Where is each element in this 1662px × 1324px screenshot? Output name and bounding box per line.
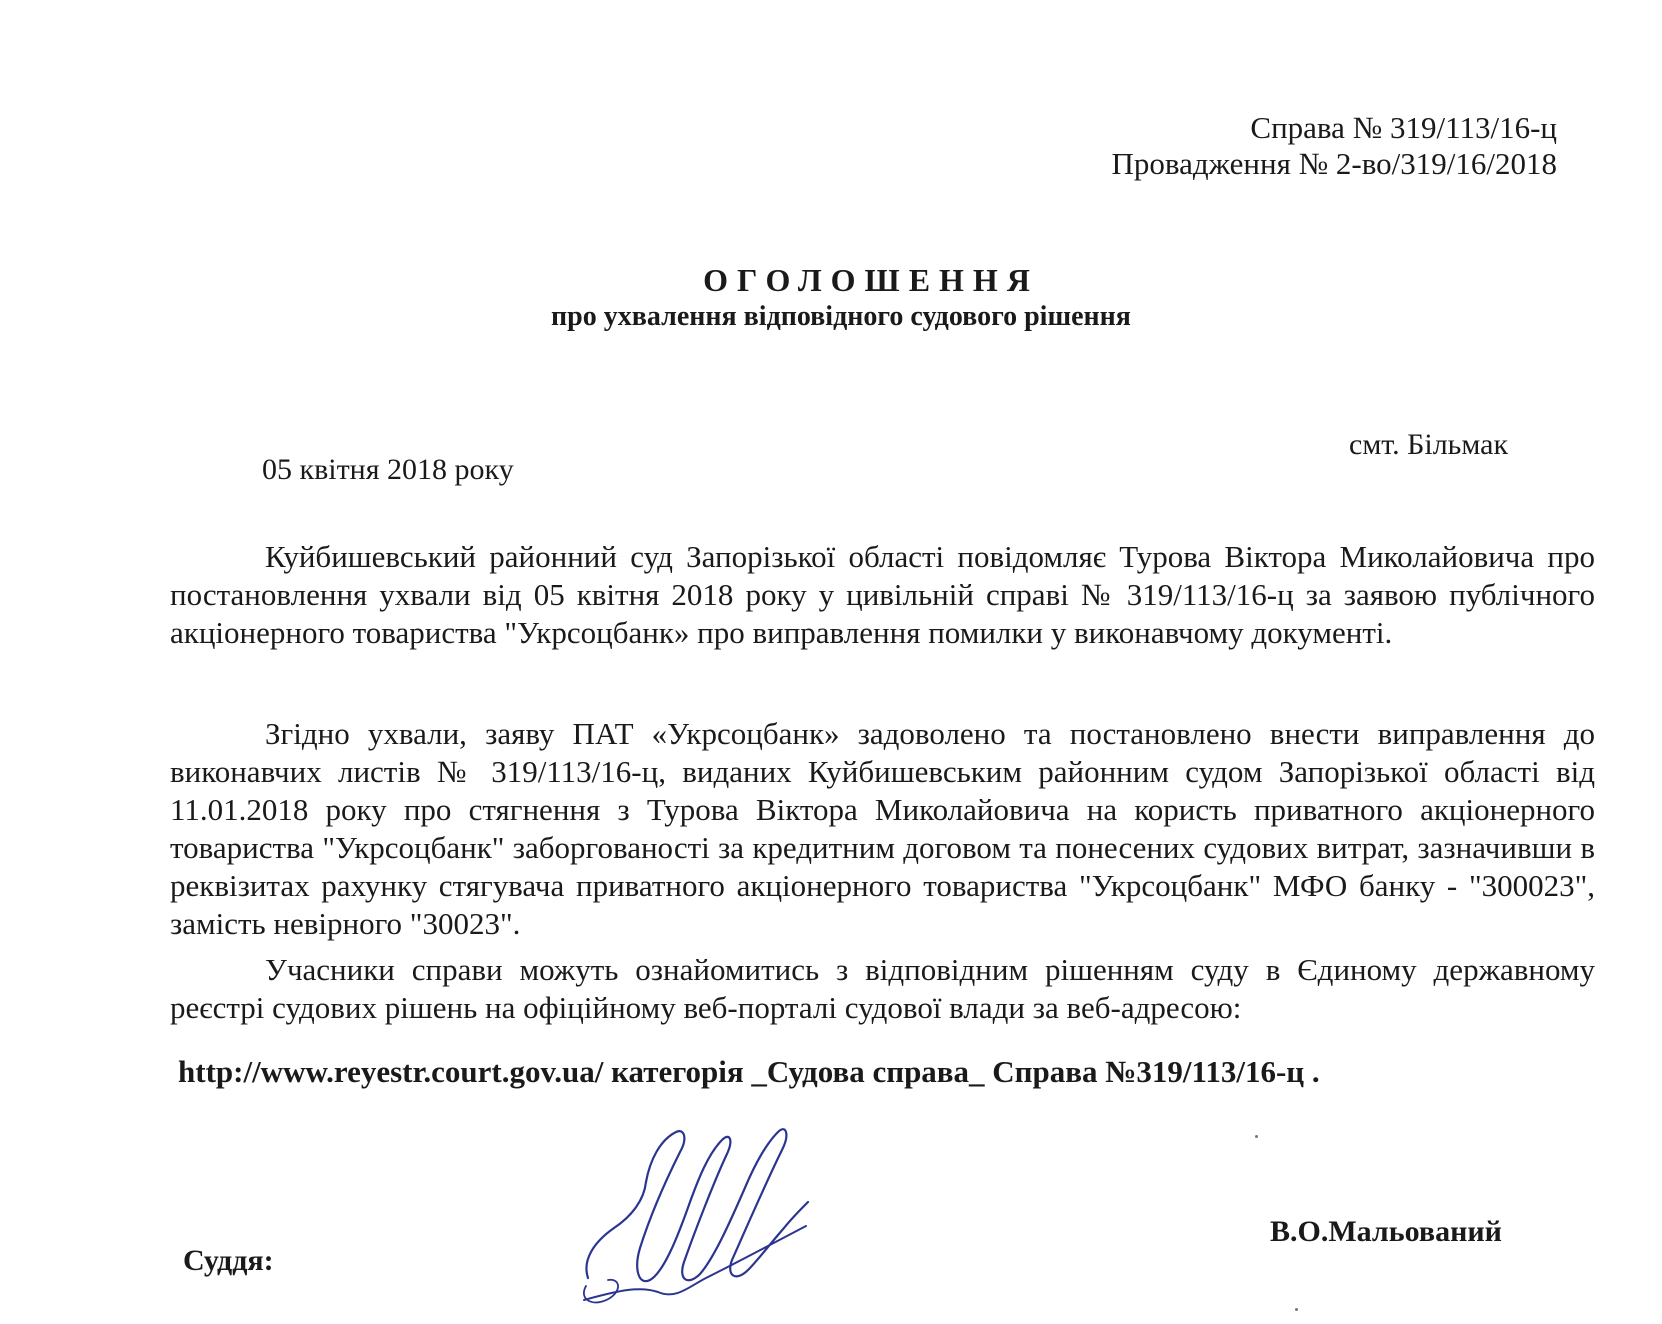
case-number: Справа № 319/113/16-ц xyxy=(1250,110,1557,145)
body-paragraph-2 xyxy=(170,715,1595,943)
paragraph-text: Згідно ухвали, заяву ПАТ «Укрсоцбанк» задоволено та постановлено внести виправлення до виконавчих листів № 319/113/16-ц, виданих Куйбишевським районним судом Запорізької області від 11.01.2018 року про стягнення з Турова Віктора Миколайовича на користь приватного акціонерного товариства "Укрсоцбанк" заборгованості за кредитним договом та понесених судових витрат, зазначивши в реквізитах рахунку стягувача приватного акціонерного товариства "Укрсоцбанк" МФО банку - "300023", замість невірного "30023". xyxy=(170,716,1595,941)
body-paragraph-3 xyxy=(170,951,1595,1027)
paragraph-text: Учасники справи можуть ознайомитись з відповідним рішенням суду в Єдиному державному реєстрі судових рішень на офіційному веб-порталі судової влади за веб-адресою: xyxy=(170,952,1595,1025)
judge-label: Суддя: xyxy=(183,1244,274,1277)
document-place: смт. Більмак xyxy=(1349,428,1509,461)
document-date: 05 квітня 2018 року xyxy=(262,453,514,486)
signature-stroke xyxy=(586,1129,808,1281)
paragraph-text: Куйбишевський районний суд Запорізької області повідомляє Турова Віктора Миколайовича про постановлення ухвали від 05 квітня 2018 року у цивільній справі № 319/113/16-ц за заявою публічного акціонерного товариства "Укрсоцбанк» про виправлення помилки у виконавчому документі. xyxy=(170,539,1595,650)
registry-url-line: http://www.reyestr.court.gov.ua/ категорія _Судова справа_ Справа №319/113/16-ц . xyxy=(178,1054,1320,1089)
scan-speck xyxy=(1295,1308,1298,1311)
scan-speck xyxy=(1255,1135,1258,1138)
body-paragraph-1 xyxy=(170,538,1595,652)
judge-name: В.О.Мальований xyxy=(1270,1215,1502,1248)
judge-signature xyxy=(580,1110,810,1310)
proceeding-number: Провадження № 2-во/319/16/2018 xyxy=(1111,146,1557,181)
document-subtitle: про ухвалення відповідного судового рішення xyxy=(551,301,1131,332)
document-title: ОГОЛОШЕННЯ xyxy=(703,262,1039,298)
